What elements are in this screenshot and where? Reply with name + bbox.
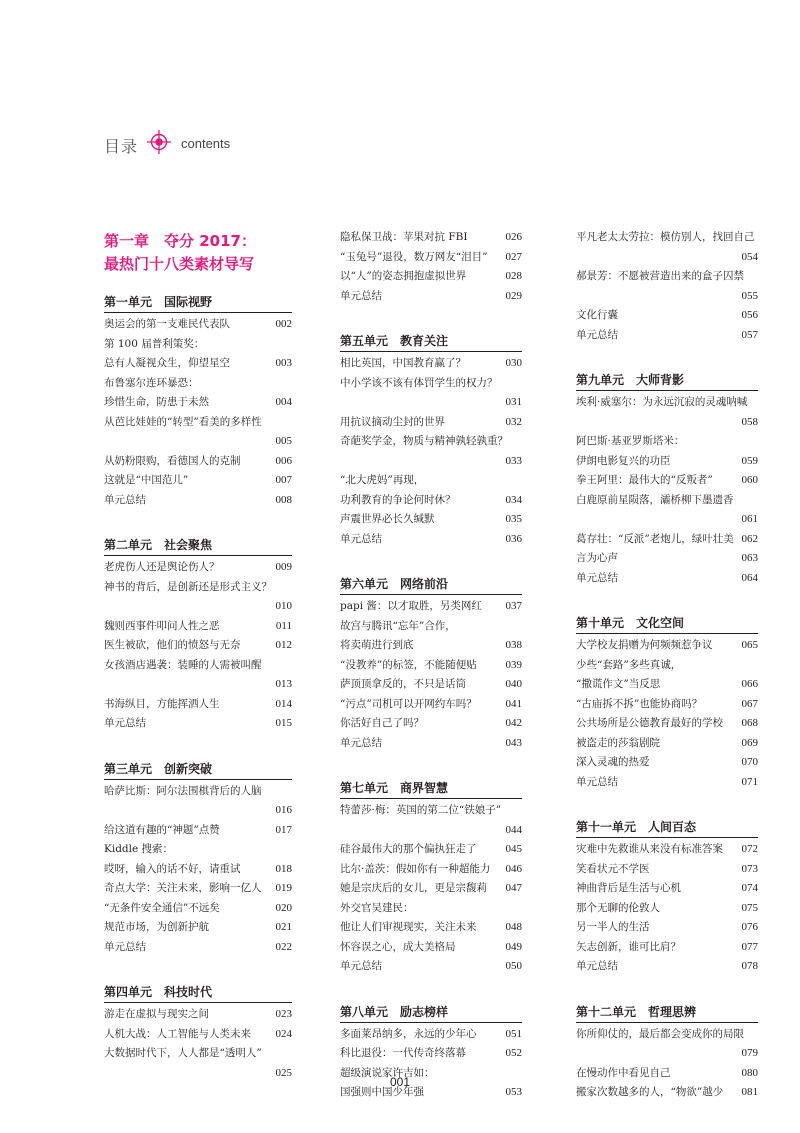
entry-title: 从奶粉限购，看德国人的克制 xyxy=(104,454,241,467)
entry-page: 068 xyxy=(741,717,758,729)
toc-entry[interactable] xyxy=(104,452,292,472)
entry-title: 单元总结 xyxy=(340,532,382,545)
entry-page: 008 xyxy=(275,493,292,506)
entry-title: 埃利·威塞尔：为永远沉寂的灵魂呐喊 xyxy=(576,396,748,408)
toc-entry[interactable] xyxy=(340,617,522,637)
entry-title: 单元总结 xyxy=(340,960,382,972)
entry-page: 080 xyxy=(741,1066,758,1079)
entry-page: 070 xyxy=(741,756,758,768)
entry-title: “无条件安全通信”不远矣 xyxy=(104,901,220,914)
entry-title: “北大虎妈”再现， xyxy=(340,474,425,486)
entry-page: 031 xyxy=(505,396,522,408)
entry-page: 004 xyxy=(275,396,292,408)
entry-page: 040 xyxy=(505,678,522,690)
entry-page: 022 xyxy=(275,940,292,953)
toc-entry[interactable] xyxy=(576,326,758,346)
entry-page: 074 xyxy=(741,882,758,894)
entry-title: 女孩酒店遇袭：装睡的人需被叫醒 xyxy=(104,658,262,671)
entry-title: 布鲁塞尔连环暴恐： xyxy=(104,376,199,389)
toc-entry[interactable] xyxy=(340,1025,522,1045)
entry-title: 神曲背后是生活与心机 xyxy=(576,882,681,894)
toc-entry[interactable] xyxy=(576,452,758,472)
toc-entry[interactable] xyxy=(104,938,292,958)
toc-entry[interactable] xyxy=(340,1044,522,1064)
entry-page: 048 xyxy=(505,921,522,933)
toc-unit xyxy=(104,293,292,510)
entry-title: 规范市场，为创新护航 xyxy=(104,921,209,933)
unit-title: 第六单元 网络前沿 xyxy=(340,575,522,595)
entry-title: 单元总结 xyxy=(576,775,618,788)
entry-title: 声震世界必长久缄默 xyxy=(340,513,435,525)
entry-title: 用抗议摘动尘封的世界 xyxy=(340,415,445,428)
chapter-title: 第一章 夺分 2017： xyxy=(104,232,256,250)
toc-entry[interactable] xyxy=(576,860,758,880)
entry-page: 024 xyxy=(275,1027,292,1040)
entry-title: papi 酱：以才取胜，另类网红 xyxy=(340,600,482,612)
toc-entry[interactable] xyxy=(340,675,522,695)
entry-title: 奇点大学：关注未来，影响一亿人 xyxy=(104,882,262,894)
toc-entry[interactable] xyxy=(104,491,292,511)
toc-entry[interactable] xyxy=(340,801,522,840)
toc-entry[interactable] xyxy=(340,860,522,880)
entry-page: 041 xyxy=(505,697,522,710)
entry-page: 062 xyxy=(741,532,758,545)
entry-page: 047 xyxy=(505,882,522,894)
entry-page: 030 xyxy=(505,357,522,369)
entry-title: 哈萨比斯：阿尔法围棋背后的人脑 xyxy=(104,784,262,797)
entry-page: 036 xyxy=(505,532,522,545)
entry-page: 075 xyxy=(741,901,758,914)
entry-title: 单元总结 xyxy=(576,960,618,972)
entry-page: 052 xyxy=(505,1047,522,1059)
toc-entry[interactable] xyxy=(576,432,758,452)
entry-page: 007 xyxy=(275,474,292,486)
entry-title: 多面莱昂纳多，永远的少年心 xyxy=(340,1027,477,1040)
entry-title: 那个无聊的伦敦人 xyxy=(576,901,660,914)
entry-title: 相比英国，中国教育赢了？ xyxy=(340,357,466,369)
toc-entry[interactable] xyxy=(104,821,292,841)
toc-entry[interactable] xyxy=(576,530,758,550)
toc-unit xyxy=(576,371,758,588)
entry-title: 郝景芳：不愿被营造出来的盒子囚禁 xyxy=(576,270,744,282)
entry-title: 拳王阿里：最伟大的“反叛者” xyxy=(576,474,713,486)
toc-entry[interactable] xyxy=(576,753,758,773)
entry-page: 029 xyxy=(505,289,522,302)
toc-entry[interactable] xyxy=(576,1025,758,1064)
entry-page: 023 xyxy=(275,1008,292,1020)
entry-page: 059 xyxy=(741,454,758,467)
entry-page: 046 xyxy=(505,862,522,875)
entry-title: 文化行囊 xyxy=(576,309,618,321)
entry-title: 以“人”的姿态拥抱虚拟世界 xyxy=(340,270,467,282)
entry-title: 珍惜生命，防患于未然 xyxy=(104,396,209,408)
entry-page: 053 xyxy=(505,1086,522,1098)
entry-page: 042 xyxy=(505,717,522,729)
toc-entry[interactable] xyxy=(340,530,522,550)
entry-title: 人机大战：人工智能与人类未来 xyxy=(104,1027,251,1040)
entry-title: 单元总结 xyxy=(340,736,382,749)
toc-entry[interactable] xyxy=(340,510,522,530)
toc-unit xyxy=(340,575,522,753)
entry-title: 单元总结 xyxy=(104,717,146,729)
entry-page: 039 xyxy=(505,658,522,671)
toc-unit xyxy=(576,614,758,792)
entry-title: 医生被砍，他们的愤怒与无奈 xyxy=(104,639,241,651)
toc-entry[interactable] xyxy=(340,840,522,860)
unit-title: 第九单元 大师背影 xyxy=(576,371,758,391)
entry-page: 056 xyxy=(741,309,758,321)
toc-unit xyxy=(340,228,522,306)
toc-entry[interactable] xyxy=(576,228,758,267)
toc-unit xyxy=(576,228,758,345)
toc-entry[interactable] xyxy=(340,714,522,734)
toc-entry[interactable] xyxy=(104,617,292,637)
entry-page: 072 xyxy=(741,843,758,855)
toc-entry[interactable] xyxy=(340,938,522,958)
toc-entry[interactable] xyxy=(340,879,522,899)
entry-page: 077 xyxy=(741,940,758,953)
toc-unit xyxy=(576,818,758,977)
entry-page: 006 xyxy=(275,454,292,467)
entry-title: 怀容误之心，成大美格局 xyxy=(340,940,456,953)
unit-title: 第七单元 商界智慧 xyxy=(340,779,522,799)
entry-title: 伊朗电影复兴的功臣 xyxy=(576,454,671,467)
entry-title: “污点”司机可以开网约车吗？ xyxy=(340,697,477,710)
entry-page: 058 xyxy=(741,415,758,428)
toc-entry[interactable] xyxy=(576,918,758,938)
toc-entry[interactable] xyxy=(576,491,758,530)
entry-title: 老虎伤人还是舆论伤人？ xyxy=(104,561,220,573)
toc-entry[interactable] xyxy=(340,248,522,268)
entry-page: 011 xyxy=(275,619,292,632)
entry-page: 005 xyxy=(275,435,292,447)
toc-unit xyxy=(340,332,522,549)
entry-page: 037 xyxy=(505,600,522,612)
unit-title: 第八单元 励志榜样 xyxy=(340,1003,522,1023)
entry-title: 奇葩奖学金，物质与精神孰轻孰重？ xyxy=(340,435,508,447)
chapter-heading xyxy=(104,230,292,276)
entry-page: 034 xyxy=(505,493,522,506)
entry-title: 比尔·盖茨：假如你有一种超能力 xyxy=(340,862,491,875)
entry-page: 043 xyxy=(505,736,522,749)
toc-entry[interactable] xyxy=(104,335,292,355)
entry-title: 灾难中先救谁从来没有标准答案 xyxy=(576,843,723,855)
entry-title: 白鹿原前星陨落，灞桥柳下墨遗香 xyxy=(576,493,734,506)
unit-title: 第十二单元 哲理思辨 xyxy=(576,1003,758,1023)
entry-title: 被盗走的莎翁剧院 xyxy=(576,736,660,749)
toc-entry[interactable] xyxy=(104,714,292,734)
toc-entry[interactable] xyxy=(340,899,522,919)
toc-entry[interactable] xyxy=(576,957,758,977)
toc-entry[interactable] xyxy=(104,782,292,821)
toc-entry[interactable] xyxy=(104,695,292,715)
toc-entry[interactable] xyxy=(340,597,522,617)
unit-title: 第十一单元 人间百态 xyxy=(576,818,758,838)
toc-entry[interactable] xyxy=(576,393,758,432)
entry-title: 葛存壮：“反派”老炮儿，绿叶壮美 xyxy=(576,532,734,545)
toc-entry[interactable] xyxy=(104,374,292,394)
entry-page: 013 xyxy=(275,678,292,690)
toc-entry[interactable] xyxy=(104,636,292,656)
toc-title-cn: 目录 xyxy=(104,137,139,156)
toc-entry[interactable] xyxy=(576,306,758,326)
entry-title: 言为心声 xyxy=(576,552,618,564)
entry-title: 特蕾莎·梅：英国的第二位“铁娘子” xyxy=(340,804,502,816)
entry-page: 050 xyxy=(505,960,522,972)
entry-title: 单元总结 xyxy=(576,571,618,584)
entry-title: 少些“套路”多些真诚， xyxy=(576,658,682,671)
entry-page: 017 xyxy=(275,823,292,836)
entry-title: 笑看状元不学医 xyxy=(576,862,650,875)
toc-entry[interactable] xyxy=(576,675,758,695)
entry-page: 049 xyxy=(505,940,522,953)
entry-page: 045 xyxy=(505,843,522,855)
entry-title: 单元总结 xyxy=(104,493,146,506)
entry-page: 057 xyxy=(741,328,758,341)
entry-title: 故宫与腾讯“忘年”合作， xyxy=(340,619,456,632)
toc-unit xyxy=(104,536,292,734)
entry-page: 076 xyxy=(741,921,758,933)
entry-title: 游走在虚拟与现实之间 xyxy=(104,1008,209,1020)
toc-title-en: contents xyxy=(181,136,231,151)
toc-entry[interactable] xyxy=(340,734,522,754)
toc-unit xyxy=(104,760,292,958)
toc-entry[interactable] xyxy=(104,1005,292,1025)
entry-page: 009 xyxy=(275,561,292,573)
unit-title: 第三单元 创新突破 xyxy=(104,760,292,780)
entry-page: 054 xyxy=(741,250,758,263)
entry-title: 将卖萌进行到底 xyxy=(340,639,414,651)
unit-title: 第十单元 文化空间 xyxy=(576,614,758,634)
entry-page: 081 xyxy=(741,1086,758,1098)
entry-page: 078 xyxy=(741,960,758,972)
toc-entry[interactable] xyxy=(576,714,758,734)
toc-entry[interactable] xyxy=(340,413,522,433)
entry-title: 超级演说家许吉如： xyxy=(340,1066,435,1079)
entry-title: 他让人们审视现实，关注未来 xyxy=(340,921,477,933)
entry-title: “古庙拆不拆”也能协商吗？ xyxy=(576,697,703,710)
toc-entry[interactable] xyxy=(104,1025,292,1045)
entry-page: 044 xyxy=(505,823,522,836)
toc-entry[interactable] xyxy=(340,228,522,248)
entry-page: 003 xyxy=(275,357,292,369)
toc-entry[interactable] xyxy=(340,287,522,307)
toc-unit xyxy=(104,983,292,1083)
entry-title: 外交官吴建民： xyxy=(340,901,414,914)
toc-entry[interactable] xyxy=(340,918,522,938)
chapter-subtitle: 最热门十八类素材导写 xyxy=(104,255,255,273)
entry-title: 平凡老太太劳拉：模仿别人，找回自己 xyxy=(576,231,755,243)
toc-entry[interactable] xyxy=(576,549,758,569)
unit-title: 第五单元 教育关注 xyxy=(340,332,522,352)
entry-title: 科比退役：一代传奇终落幕 xyxy=(340,1047,466,1059)
toc-entry[interactable] xyxy=(576,879,758,899)
entry-title: 总有人凝视众生，仰望星空 xyxy=(104,357,230,369)
entry-title: Kiddle 搜索： xyxy=(104,843,174,855)
entry-title: 大学校友捐赠为何频频惹争议 xyxy=(576,639,713,651)
entry-page: 061 xyxy=(741,513,758,525)
entry-page: 016 xyxy=(275,804,292,816)
toc-entry[interactable] xyxy=(104,879,292,899)
entry-page: 012 xyxy=(275,639,292,651)
toc-entry[interactable] xyxy=(340,354,522,374)
entry-title: 她是宗庆后的女儿，更是宗馥莉 xyxy=(340,882,487,894)
entry-title: 另一半人的生活 xyxy=(576,921,650,933)
toc-entry[interactable] xyxy=(104,918,292,938)
entry-title: 深入灵魂的热爱 xyxy=(576,756,650,768)
entry-page: 002 xyxy=(275,318,292,330)
entry-title: 第 100 届普利策奖： xyxy=(104,337,205,350)
entry-page: 010 xyxy=(275,600,292,612)
toc-entry[interactable] xyxy=(576,695,758,715)
entry-title: 你活好自己了吗？ xyxy=(340,717,424,729)
toc-entry[interactable] xyxy=(576,773,758,793)
toc-entry[interactable] xyxy=(576,636,758,656)
toc-entry[interactable] xyxy=(340,695,522,715)
entry-page: 015 xyxy=(275,717,292,729)
toc-entry[interactable] xyxy=(104,860,292,880)
toc-entry[interactable] xyxy=(576,734,758,754)
entry-page: 035 xyxy=(505,513,522,525)
entry-page: 021 xyxy=(275,921,292,933)
toc-unit xyxy=(340,779,522,977)
entry-page: 067 xyxy=(741,697,758,710)
unit-title: 第一单元 国际视野 xyxy=(104,293,292,313)
entry-page: 038 xyxy=(505,639,522,651)
entry-page: 018 xyxy=(275,862,292,875)
toc-entry[interactable] xyxy=(576,899,758,919)
entry-page: 066 xyxy=(741,678,758,690)
entry-title: 这就是“中国范儿” xyxy=(104,474,189,486)
entry-title: 单元总结 xyxy=(104,940,146,953)
entry-title: 国强则中国少年强 xyxy=(340,1086,424,1098)
entry-title: 矢志创新，谁可比肩？ xyxy=(576,940,681,953)
entry-title: “没教养”的标签，不能随便贴 xyxy=(340,658,477,671)
entry-page: 064 xyxy=(741,571,758,584)
toc-entry[interactable] xyxy=(340,471,522,491)
toc-entry[interactable] xyxy=(576,938,758,958)
entry-title: 阿巴斯·基亚罗斯塔米： xyxy=(576,435,685,447)
toc-entry[interactable] xyxy=(104,354,292,374)
entry-title: 从芭比娃娃的“转型”看美的多样性 xyxy=(104,415,262,428)
toc-entry[interactable] xyxy=(104,840,292,860)
toc-entry[interactable] xyxy=(104,393,292,413)
toc-entry[interactable] xyxy=(340,656,522,676)
entry-title: 书海纵目，方能挥洒人生 xyxy=(104,697,220,710)
toc-entry[interactable] xyxy=(104,558,292,578)
entry-page: 069 xyxy=(741,736,758,749)
entry-title: 单元总结 xyxy=(576,328,618,341)
entry-title: 单元总结 xyxy=(340,289,382,302)
entry-title: 在慢动作中看见自己 xyxy=(576,1066,671,1079)
toc-entry[interactable] xyxy=(340,432,522,471)
toc-entry[interactable] xyxy=(340,491,522,511)
entry-title: 公共场所是公德教育最好的学校 xyxy=(576,717,723,729)
entry-page: 055 xyxy=(741,289,758,302)
entry-title: 你所仰仗的，最后都会变成你的局限 xyxy=(576,1027,744,1040)
entry-title: 大数据时代下，人人都是“透明人” xyxy=(104,1047,262,1059)
entry-title: 功利教育的争论何时休？ xyxy=(340,493,456,506)
entry-page: 065 xyxy=(741,639,758,651)
entry-title: “撒谎作文”当反思 xyxy=(576,678,661,690)
entry-page: 032 xyxy=(505,415,522,428)
entry-page: 071 xyxy=(741,775,758,788)
toc-entry[interactable] xyxy=(104,413,292,452)
entry-title: 哎呀，输入的话不好，请重试 xyxy=(104,862,241,875)
entry-title: 神书的背后，是创新还是形式主义？ xyxy=(104,580,272,593)
entry-page: 051 xyxy=(505,1027,522,1040)
entry-title: 隐私保卫战：苹果对抗 FBI xyxy=(340,231,468,243)
toc-entry[interactable] xyxy=(340,374,522,413)
toc-entry[interactable] xyxy=(340,957,522,977)
entry-title: 奥运会的第一支难民代表队 xyxy=(104,318,230,330)
entry-page: 033 xyxy=(505,454,522,467)
entry-page: 026 xyxy=(505,231,522,243)
toc-entry[interactable] xyxy=(104,899,292,919)
entry-title: “玉兔号”退役，数万网友“泪目” xyxy=(340,250,488,263)
entry-page: 063 xyxy=(741,552,758,564)
toc-entry[interactable] xyxy=(104,578,292,617)
entry-title: 魏则西事件叩问人性之恶 xyxy=(104,619,220,632)
entry-title: 搬家次数越多的人，“物欲”越少 xyxy=(576,1086,724,1098)
toc-entry[interactable] xyxy=(340,636,522,656)
entry-page: 027 xyxy=(505,250,522,263)
entry-page: 079 xyxy=(741,1047,758,1059)
entry-page: 020 xyxy=(275,901,292,914)
toc-entry[interactable] xyxy=(576,840,758,860)
toc-entry[interactable] xyxy=(576,267,758,306)
entry-page: 019 xyxy=(275,882,292,894)
unit-title: 第二单元 社会聚焦 xyxy=(104,536,292,556)
entry-page: 028 xyxy=(505,270,522,282)
toc-column-2 xyxy=(340,228,522,1129)
entry-title: 硅谷最伟大的那个偏执狂走了 xyxy=(340,843,477,855)
toc-entry[interactable] xyxy=(576,471,758,491)
toc-column-3 xyxy=(576,228,758,1129)
crosshair-icon xyxy=(147,130,171,154)
unit-title: 第四单元 科技时代 xyxy=(104,983,292,1003)
toc-entry[interactable] xyxy=(104,471,292,491)
entry-page: 073 xyxy=(741,862,758,875)
entry-title: 萨顶顶拿反的，不只是话筒 xyxy=(340,678,466,690)
toc-entry[interactable] xyxy=(340,267,522,287)
entry-title: 中小学该不该有体罚学生的权力？ xyxy=(340,376,498,389)
page-number: 001 xyxy=(389,1075,411,1089)
toc-entry[interactable] xyxy=(576,569,758,589)
entry-page: 060 xyxy=(741,474,758,486)
toc-entry[interactable] xyxy=(104,656,292,695)
toc-entry[interactable] xyxy=(576,656,758,676)
toc-column-1 xyxy=(104,228,292,1109)
entry-title: 给这道有趣的“神题”点赞 xyxy=(104,823,220,836)
entry-page: 014 xyxy=(275,697,292,710)
entry-page: 025 xyxy=(275,1066,292,1079)
toc-entry[interactable] xyxy=(104,315,292,335)
